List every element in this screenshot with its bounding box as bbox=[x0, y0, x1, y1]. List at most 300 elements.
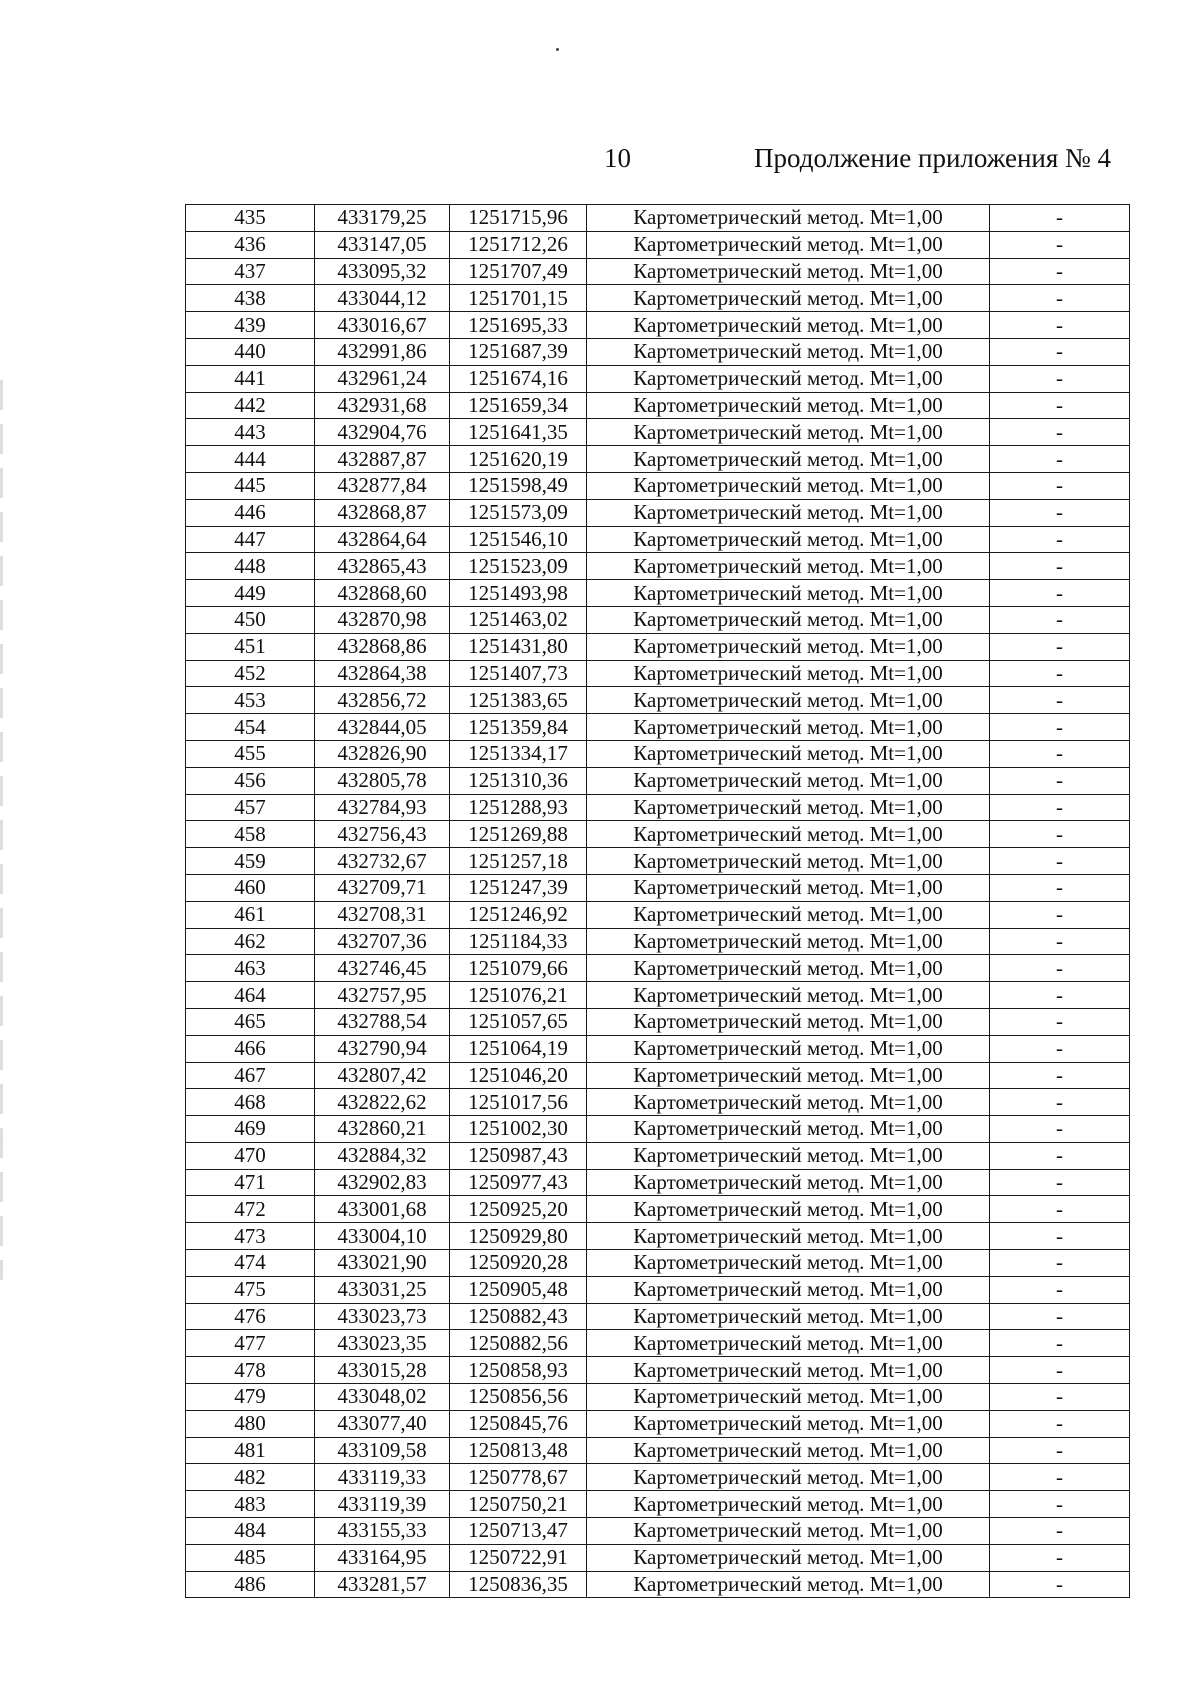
x-coordinate-cell: 432877,84 bbox=[315, 472, 450, 499]
description-cell: - bbox=[990, 419, 1130, 446]
x-coordinate-cell: 432826,90 bbox=[315, 740, 450, 767]
table-row bbox=[186, 392, 1130, 419]
page-header: Продолжение приложения № 4 bbox=[754, 143, 1112, 173]
table-row bbox=[186, 1169, 1130, 1196]
method-cell: Картометрический метод. Mt=1,00 bbox=[587, 848, 990, 875]
page-number: 10 bbox=[604, 143, 631, 173]
point-number-cell: 444 bbox=[186, 446, 315, 473]
table-row bbox=[186, 205, 1130, 232]
point-number-cell: 456 bbox=[186, 767, 315, 794]
x-coordinate-cell: 432868,60 bbox=[315, 580, 450, 607]
x-coordinate-cell: 432961,24 bbox=[315, 365, 450, 392]
table-row bbox=[186, 1384, 1130, 1411]
y-coordinate-cell: 1251407,73 bbox=[450, 660, 587, 687]
y-coordinate-cell: 1250836,35 bbox=[450, 1571, 587, 1598]
x-coordinate-cell: 432865,43 bbox=[315, 553, 450, 580]
y-coordinate-cell: 1250845,76 bbox=[450, 1410, 587, 1437]
description-cell: - bbox=[990, 1196, 1130, 1223]
method-cell: Картометрический метод. Mt=1,00 bbox=[587, 767, 990, 794]
table-row bbox=[186, 419, 1130, 446]
y-coordinate-cell: 1250987,43 bbox=[450, 1142, 587, 1169]
y-coordinate-cell: 1250920,28 bbox=[450, 1250, 587, 1277]
x-coordinate-cell: 432784,93 bbox=[315, 794, 450, 821]
description-cell: - bbox=[990, 1464, 1130, 1491]
point-number-cell: 450 bbox=[186, 606, 315, 633]
y-coordinate-cell: 1251523,09 bbox=[450, 553, 587, 580]
method-cell: Картометрический метод. Mt=1,00 bbox=[587, 1303, 990, 1330]
description-cell: - bbox=[990, 660, 1130, 687]
table-row bbox=[186, 1544, 1130, 1571]
table-row bbox=[186, 1223, 1130, 1250]
y-coordinate-cell: 1251017,56 bbox=[450, 1089, 587, 1116]
x-coordinate-cell: 433109,58 bbox=[315, 1437, 450, 1464]
description-cell: - bbox=[990, 1250, 1130, 1277]
table-row bbox=[186, 1410, 1130, 1437]
y-coordinate-cell: 1251184,33 bbox=[450, 928, 587, 955]
method-cell: Картометрический метод. Mt=1,00 bbox=[587, 928, 990, 955]
y-coordinate-cell: 1251288,93 bbox=[450, 794, 587, 821]
point-number-cell: 486 bbox=[186, 1571, 315, 1598]
point-number-cell: 484 bbox=[186, 1518, 315, 1545]
point-number-cell: 436 bbox=[186, 231, 315, 258]
description-cell: - bbox=[990, 1142, 1130, 1169]
x-coordinate-cell: 432864,64 bbox=[315, 526, 450, 553]
method-cell: Картометрический метод. Mt=1,00 bbox=[587, 258, 990, 285]
point-number-cell: 459 bbox=[186, 848, 315, 875]
point-number-cell: 452 bbox=[186, 660, 315, 687]
table-row bbox=[186, 1491, 1130, 1518]
y-coordinate-cell: 1251002,30 bbox=[450, 1116, 587, 1143]
method-cell: Картометрический метод. Mt=1,00 bbox=[587, 874, 990, 901]
method-cell: Картометрический метод. Mt=1,00 bbox=[587, 1571, 990, 1598]
table-row bbox=[186, 714, 1130, 741]
y-coordinate-cell: 1250858,93 bbox=[450, 1357, 587, 1384]
point-number-cell: 477 bbox=[186, 1330, 315, 1357]
y-coordinate-cell: 1251598,49 bbox=[450, 472, 587, 499]
x-coordinate-cell: 432756,43 bbox=[315, 821, 450, 848]
binding-edge-shadow bbox=[0, 380, 3, 1280]
method-cell: Картометрический метод. Mt=1,00 bbox=[587, 1169, 990, 1196]
method-cell: Картометрический метод. Mt=1,00 bbox=[587, 1357, 990, 1384]
y-coordinate-cell: 1250813,48 bbox=[450, 1437, 587, 1464]
table-row bbox=[186, 338, 1130, 365]
x-coordinate-cell: 432807,42 bbox=[315, 1062, 450, 1089]
y-coordinate-cell: 1251715,96 bbox=[450, 205, 587, 232]
y-coordinate-cell: 1251674,16 bbox=[450, 365, 587, 392]
table-row bbox=[186, 874, 1130, 901]
x-coordinate-cell: 433016,67 bbox=[315, 312, 450, 339]
point-number-cell: 435 bbox=[186, 205, 315, 232]
description-cell: - bbox=[990, 446, 1130, 473]
point-number-cell: 470 bbox=[186, 1142, 315, 1169]
y-coordinate-cell: 1251695,33 bbox=[450, 312, 587, 339]
method-cell: Картометрический метод. Mt=1,00 bbox=[587, 419, 990, 446]
description-cell: - bbox=[990, 848, 1130, 875]
description-cell: - bbox=[990, 901, 1130, 928]
method-cell: Картометрический метод. Mt=1,00 bbox=[587, 1116, 990, 1143]
table-row bbox=[186, 955, 1130, 982]
x-coordinate-cell: 432902,83 bbox=[315, 1169, 450, 1196]
x-coordinate-cell: 433095,32 bbox=[315, 258, 450, 285]
point-number-cell: 462 bbox=[186, 928, 315, 955]
x-coordinate-cell: 432844,05 bbox=[315, 714, 450, 741]
description-cell: - bbox=[990, 1276, 1130, 1303]
y-coordinate-cell: 1251046,20 bbox=[450, 1062, 587, 1089]
method-cell: Картометрический метод. Mt=1,00 bbox=[587, 365, 990, 392]
method-cell: Картометрический метод. Mt=1,00 bbox=[587, 1410, 990, 1437]
x-coordinate-cell: 432870,98 bbox=[315, 606, 450, 633]
table-row bbox=[186, 526, 1130, 553]
method-cell: Картометрический метод. Mt=1,00 bbox=[587, 955, 990, 982]
y-coordinate-cell: 1250722,91 bbox=[450, 1544, 587, 1571]
x-coordinate-cell: 433048,02 bbox=[315, 1384, 450, 1411]
method-cell: Картометрический метод. Mt=1,00 bbox=[587, 982, 990, 1009]
y-coordinate-cell: 1251546,10 bbox=[450, 526, 587, 553]
table-row bbox=[186, 1464, 1130, 1491]
x-coordinate-cell: 433004,10 bbox=[315, 1223, 450, 1250]
method-cell: Картометрический метод. Mt=1,00 bbox=[587, 1464, 990, 1491]
description-cell: - bbox=[990, 1223, 1130, 1250]
description-cell: - bbox=[990, 687, 1130, 714]
point-number-cell: 474 bbox=[186, 1250, 315, 1277]
method-cell: Картометрический метод. Mt=1,00 bbox=[587, 446, 990, 473]
description-cell: - bbox=[990, 1303, 1130, 1330]
method-cell: Картометрический метод. Mt=1,00 bbox=[587, 312, 990, 339]
point-number-cell: 446 bbox=[186, 499, 315, 526]
description-cell: - bbox=[990, 338, 1130, 365]
point-number-cell: 454 bbox=[186, 714, 315, 741]
description-cell: - bbox=[990, 553, 1130, 580]
x-coordinate-cell: 433015,28 bbox=[315, 1357, 450, 1384]
description-cell: - bbox=[990, 1410, 1130, 1437]
y-coordinate-cell: 1251712,26 bbox=[450, 231, 587, 258]
table-row bbox=[186, 285, 1130, 312]
method-cell: Картометрический метод. Mt=1,00 bbox=[587, 1223, 990, 1250]
method-cell: Картометрический метод. Mt=1,00 bbox=[587, 472, 990, 499]
method-cell: Картометрический метод. Mt=1,00 bbox=[587, 1276, 990, 1303]
method-cell: Картометрический метод. Mt=1,00 bbox=[587, 1142, 990, 1169]
point-number-cell: 449 bbox=[186, 580, 315, 607]
point-number-cell: 469 bbox=[186, 1116, 315, 1143]
y-coordinate-cell: 1251057,65 bbox=[450, 1008, 587, 1035]
point-number-cell: 476 bbox=[186, 1303, 315, 1330]
description-cell: - bbox=[990, 285, 1130, 312]
point-number-cell: 481 bbox=[186, 1437, 315, 1464]
point-number-cell: 485 bbox=[186, 1544, 315, 1571]
method-cell: Картометрический метод. Mt=1,00 bbox=[587, 1196, 990, 1223]
method-cell: Картометрический метод. Mt=1,00 bbox=[587, 499, 990, 526]
x-coordinate-cell: 433119,39 bbox=[315, 1491, 450, 1518]
method-cell: Картометрический метод. Mt=1,00 bbox=[587, 606, 990, 633]
x-coordinate-cell: 433021,90 bbox=[315, 1250, 450, 1277]
description-cell: - bbox=[990, 1437, 1130, 1464]
table-row bbox=[186, 928, 1130, 955]
table-row bbox=[186, 1116, 1130, 1143]
point-number-cell: 473 bbox=[186, 1223, 315, 1250]
y-coordinate-cell: 1250856,56 bbox=[450, 1384, 587, 1411]
description-cell: - bbox=[990, 1544, 1130, 1571]
x-coordinate-cell: 433155,33 bbox=[315, 1518, 450, 1545]
point-number-cell: 482 bbox=[186, 1464, 315, 1491]
x-coordinate-cell: 432757,95 bbox=[315, 982, 450, 1009]
method-cell: Картометрический метод. Mt=1,00 bbox=[587, 526, 990, 553]
y-coordinate-cell: 1251431,80 bbox=[450, 633, 587, 660]
x-coordinate-cell: 432707,36 bbox=[315, 928, 450, 955]
method-cell: Картометрический метод. Mt=1,00 bbox=[587, 1518, 990, 1545]
method-cell: Картометрический метод. Mt=1,00 bbox=[587, 580, 990, 607]
x-coordinate-cell: 432864,38 bbox=[315, 660, 450, 687]
x-coordinate-cell: 432788,54 bbox=[315, 1008, 450, 1035]
description-cell: - bbox=[990, 580, 1130, 607]
point-number-cell: 442 bbox=[186, 392, 315, 419]
y-coordinate-cell: 1250929,80 bbox=[450, 1223, 587, 1250]
x-coordinate-cell: 432884,32 bbox=[315, 1142, 450, 1169]
x-coordinate-cell: 432746,45 bbox=[315, 955, 450, 982]
table-row bbox=[186, 1357, 1130, 1384]
method-cell: Картометрический метод. Mt=1,00 bbox=[587, 1330, 990, 1357]
point-number-cell: 475 bbox=[186, 1276, 315, 1303]
description-cell: - bbox=[990, 1330, 1130, 1357]
y-coordinate-cell: 1251701,15 bbox=[450, 285, 587, 312]
x-coordinate-cell: 433023,73 bbox=[315, 1303, 450, 1330]
x-coordinate-cell: 432709,71 bbox=[315, 874, 450, 901]
method-cell: Картометрический метод. Mt=1,00 bbox=[587, 338, 990, 365]
method-cell: Картометрический метод. Mt=1,00 bbox=[587, 1089, 990, 1116]
x-coordinate-cell: 432805,78 bbox=[315, 767, 450, 794]
table-row bbox=[186, 660, 1130, 687]
y-coordinate-cell: 1251310,36 bbox=[450, 767, 587, 794]
x-coordinate-cell: 433179,25 bbox=[315, 205, 450, 232]
y-coordinate-cell: 1250882,56 bbox=[450, 1330, 587, 1357]
method-cell: Картометрический метод. Mt=1,00 bbox=[587, 660, 990, 687]
method-cell: Картометрический метод. Mt=1,00 bbox=[587, 1544, 990, 1571]
description-cell: - bbox=[990, 1491, 1130, 1518]
table-row bbox=[186, 1089, 1130, 1116]
table-row bbox=[186, 312, 1130, 339]
description-cell: - bbox=[990, 1357, 1130, 1384]
table-row bbox=[186, 821, 1130, 848]
point-number-cell: 478 bbox=[186, 1357, 315, 1384]
point-number-cell: 458 bbox=[186, 821, 315, 848]
table-row bbox=[186, 1571, 1130, 1598]
x-coordinate-cell: 433147,05 bbox=[315, 231, 450, 258]
table-row bbox=[186, 740, 1130, 767]
x-coordinate-cell: 432887,87 bbox=[315, 446, 450, 473]
table-row bbox=[186, 794, 1130, 821]
method-cell: Картометрический метод. Mt=1,00 bbox=[587, 633, 990, 660]
x-coordinate-cell: 432860,21 bbox=[315, 1116, 450, 1143]
description-cell: - bbox=[990, 365, 1130, 392]
table-row bbox=[186, 365, 1130, 392]
point-number-cell: 467 bbox=[186, 1062, 315, 1089]
x-coordinate-cell: 433031,25 bbox=[315, 1276, 450, 1303]
method-cell: Картометрический метод. Mt=1,00 bbox=[587, 1250, 990, 1277]
y-coordinate-cell: 1250778,67 bbox=[450, 1464, 587, 1491]
y-coordinate-cell: 1251641,35 bbox=[450, 419, 587, 446]
y-coordinate-cell: 1251269,88 bbox=[450, 821, 587, 848]
y-coordinate-cell: 1251334,17 bbox=[450, 740, 587, 767]
x-coordinate-cell: 433001,68 bbox=[315, 1196, 450, 1223]
point-number-cell: 463 bbox=[186, 955, 315, 982]
description-cell: - bbox=[990, 740, 1130, 767]
x-coordinate-cell: 432790,94 bbox=[315, 1035, 450, 1062]
point-number-cell: 447 bbox=[186, 526, 315, 553]
method-cell: Картометрический метод. Mt=1,00 bbox=[587, 553, 990, 580]
y-coordinate-cell: 1251246,92 bbox=[450, 901, 587, 928]
description-cell: - bbox=[990, 928, 1130, 955]
y-coordinate-cell: 1251463,02 bbox=[450, 606, 587, 633]
description-cell: - bbox=[990, 1169, 1130, 1196]
table-row bbox=[186, 1196, 1130, 1223]
coordinates-table-body bbox=[186, 205, 1130, 1598]
table-row bbox=[186, 767, 1130, 794]
method-cell: Картометрический метод. Mt=1,00 bbox=[587, 231, 990, 258]
point-number-cell: 466 bbox=[186, 1035, 315, 1062]
y-coordinate-cell: 1251493,98 bbox=[450, 580, 587, 607]
table-row bbox=[186, 848, 1130, 875]
method-cell: Картометрический метод. Mt=1,00 bbox=[587, 1437, 990, 1464]
x-coordinate-cell: 433164,95 bbox=[315, 1544, 450, 1571]
x-coordinate-cell: 433044,12 bbox=[315, 285, 450, 312]
description-cell: - bbox=[990, 874, 1130, 901]
method-cell: Картометрический метод. Mt=1,00 bbox=[587, 1035, 990, 1062]
point-number-cell: 438 bbox=[186, 285, 315, 312]
point-number-cell: 465 bbox=[186, 1008, 315, 1035]
point-number-cell: 441 bbox=[186, 365, 315, 392]
table-row bbox=[186, 1303, 1130, 1330]
table-row bbox=[186, 1330, 1130, 1357]
point-number-cell: 483 bbox=[186, 1491, 315, 1518]
y-coordinate-cell: 1250750,21 bbox=[450, 1491, 587, 1518]
x-coordinate-cell: 432991,86 bbox=[315, 338, 450, 365]
y-coordinate-cell: 1251076,21 bbox=[450, 982, 587, 1009]
x-coordinate-cell: 432732,67 bbox=[315, 848, 450, 875]
y-coordinate-cell: 1250882,43 bbox=[450, 1303, 587, 1330]
description-cell: - bbox=[990, 258, 1130, 285]
point-number-cell: 457 bbox=[186, 794, 315, 821]
table-row bbox=[186, 553, 1130, 580]
point-number-cell: 453 bbox=[186, 687, 315, 714]
y-coordinate-cell: 1251383,65 bbox=[450, 687, 587, 714]
table-row bbox=[186, 1276, 1130, 1303]
point-number-cell: 445 bbox=[186, 472, 315, 499]
method-cell: Картометрический метод. Mt=1,00 bbox=[587, 392, 990, 419]
point-number-cell: 479 bbox=[186, 1384, 315, 1411]
x-coordinate-cell: 432904,76 bbox=[315, 419, 450, 446]
description-cell: - bbox=[990, 1518, 1130, 1545]
table-row bbox=[186, 901, 1130, 928]
description-cell: - bbox=[990, 312, 1130, 339]
point-number-cell: 451 bbox=[186, 633, 315, 660]
description-cell: - bbox=[990, 982, 1130, 1009]
table-row bbox=[186, 1142, 1130, 1169]
point-number-cell: 437 bbox=[186, 258, 315, 285]
description-cell: - bbox=[990, 767, 1130, 794]
x-coordinate-cell: 432708,31 bbox=[315, 901, 450, 928]
table-row bbox=[186, 499, 1130, 526]
table-row bbox=[186, 231, 1130, 258]
x-coordinate-cell: 432868,87 bbox=[315, 499, 450, 526]
x-coordinate-cell: 433077,40 bbox=[315, 1410, 450, 1437]
table-row bbox=[186, 687, 1130, 714]
method-cell: Картометрический метод. Mt=1,00 bbox=[587, 821, 990, 848]
x-coordinate-cell: 432868,86 bbox=[315, 633, 450, 660]
point-number-cell: 464 bbox=[186, 982, 315, 1009]
description-cell: - bbox=[990, 472, 1130, 499]
table-row bbox=[186, 1437, 1130, 1464]
description-cell: - bbox=[990, 1384, 1130, 1411]
x-coordinate-cell: 433281,57 bbox=[315, 1571, 450, 1598]
method-cell: Картометрический метод. Mt=1,00 bbox=[587, 687, 990, 714]
point-number-cell: 468 bbox=[186, 1089, 315, 1116]
description-cell: - bbox=[990, 794, 1130, 821]
y-coordinate-cell: 1251707,49 bbox=[450, 258, 587, 285]
y-coordinate-cell: 1250977,43 bbox=[450, 1169, 587, 1196]
point-number-cell: 439 bbox=[186, 312, 315, 339]
description-cell: - bbox=[990, 1035, 1130, 1062]
y-coordinate-cell: 1251659,34 bbox=[450, 392, 587, 419]
description-cell: - bbox=[990, 1008, 1130, 1035]
table-row bbox=[186, 633, 1130, 660]
table-row bbox=[186, 1518, 1130, 1545]
method-cell: Картометрический метод. Mt=1,00 bbox=[587, 740, 990, 767]
point-number-cell: 480 bbox=[186, 1410, 315, 1437]
y-coordinate-cell: 1250713,47 bbox=[450, 1518, 587, 1545]
y-coordinate-cell: 1251079,66 bbox=[450, 955, 587, 982]
method-cell: Картометрический метод. Mt=1,00 bbox=[587, 285, 990, 312]
description-cell: - bbox=[990, 1089, 1130, 1116]
description-cell: - bbox=[990, 821, 1130, 848]
y-coordinate-cell: 1250905,48 bbox=[450, 1276, 587, 1303]
x-coordinate-cell: 432822,62 bbox=[315, 1089, 450, 1116]
point-number-cell: 440 bbox=[186, 338, 315, 365]
method-cell: Картометрический метод. Mt=1,00 bbox=[587, 1008, 990, 1035]
table-row bbox=[186, 1008, 1130, 1035]
description-cell: - bbox=[990, 606, 1130, 633]
table-row bbox=[186, 472, 1130, 499]
y-coordinate-cell: 1251257,18 bbox=[450, 848, 587, 875]
y-coordinate-cell: 1251359,84 bbox=[450, 714, 587, 741]
y-coordinate-cell: 1250925,20 bbox=[450, 1196, 587, 1223]
point-number-cell: 461 bbox=[186, 901, 315, 928]
method-cell: Картометрический метод. Mt=1,00 bbox=[587, 1491, 990, 1518]
point-number-cell: 448 bbox=[186, 553, 315, 580]
point-number-cell: 471 bbox=[186, 1169, 315, 1196]
method-cell: Картометрический метод. Mt=1,00 bbox=[587, 1384, 990, 1411]
description-cell: - bbox=[990, 526, 1130, 553]
y-coordinate-cell: 1251573,09 bbox=[450, 499, 587, 526]
point-number-cell: 455 bbox=[186, 740, 315, 767]
description-cell: - bbox=[990, 1062, 1130, 1089]
y-coordinate-cell: 1251687,39 bbox=[450, 338, 587, 365]
table-row bbox=[186, 446, 1130, 473]
description-cell: - bbox=[990, 205, 1130, 232]
description-cell: - bbox=[990, 955, 1130, 982]
x-coordinate-cell: 433023,35 bbox=[315, 1330, 450, 1357]
point-number-cell: 460 bbox=[186, 874, 315, 901]
method-cell: Картометрический метод. Mt=1,00 bbox=[587, 714, 990, 741]
point-number-cell: 443 bbox=[186, 419, 315, 446]
method-cell: Картометрический метод. Mt=1,00 bbox=[587, 901, 990, 928]
table-row bbox=[186, 580, 1130, 607]
coordinates-table bbox=[185, 204, 1130, 1598]
table-row bbox=[186, 1250, 1130, 1277]
y-coordinate-cell: 1251064,19 bbox=[450, 1035, 587, 1062]
x-coordinate-cell: 432931,68 bbox=[315, 392, 450, 419]
y-coordinate-cell: 1251620,19 bbox=[450, 446, 587, 473]
method-cell: Картометрический метод. Mt=1,00 bbox=[587, 205, 990, 232]
table-row bbox=[186, 982, 1130, 1009]
